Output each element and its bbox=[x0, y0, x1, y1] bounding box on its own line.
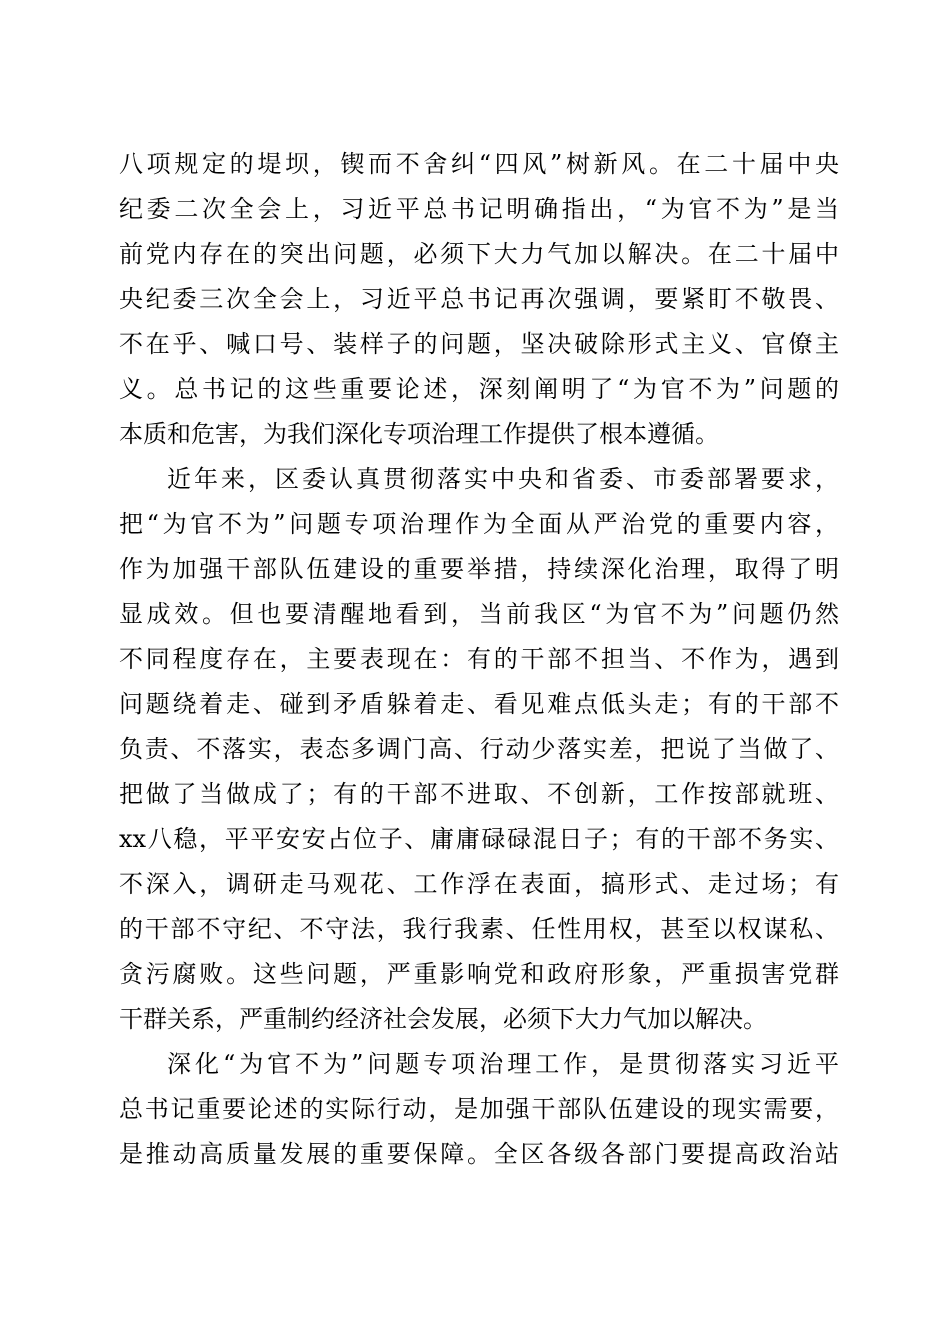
text-line: 是推动高质量发展的重要保障。全区各级各部门要提高政治站 bbox=[119, 1140, 839, 1168]
text-line: 问题绕着走、碰到矛盾躲着走、看见难点低头走；有的干部不 bbox=[119, 690, 839, 718]
paragraph-3 bbox=[119, 1042, 839, 1177]
text-line: 前党内存在的突出问题，必须下大力气加以解决。在二十届中 bbox=[119, 240, 839, 268]
text-line: 不同程度存在，主要表现在：有的干部不担当、不作为，遇到 bbox=[119, 645, 839, 673]
text-line: 不在乎、喊口号、装样子的问题，坚决破除形式主义、官僚主 bbox=[119, 330, 839, 358]
text-line: 显成效。但也要清醒地看到，当前我区“为官不为”问题仍然 bbox=[119, 600, 839, 628]
paragraph-2 bbox=[119, 457, 839, 1042]
text-line: 八项规定的堤坝，锲而不舍纠“四风”树新风。在二十届中央 bbox=[119, 150, 839, 178]
text-line: 干群关系，严重制约经济社会发展，必须下大力气加以解决。 bbox=[119, 1005, 767, 1033]
text-line: 义。总书记的这些重要论述，深刻阐明了“为官不为”问题的 bbox=[119, 375, 839, 403]
text-line: 作为加强干部队伍建设的重要举措，持续深化治理，取得了明 bbox=[119, 555, 839, 583]
paragraph-1 bbox=[119, 142, 839, 457]
text-line: 贪污腐败。这些问题，严重影响党和政府形象，严重损害党群 bbox=[119, 960, 839, 988]
document-body bbox=[119, 142, 839, 1177]
text-line: 不深入，调研走马观花、工作浮在表面，搞形式、走过场；有 bbox=[119, 870, 839, 898]
text-line: 把“为官不为”问题专项治理作为全面从严治党的重要内容， bbox=[119, 510, 839, 538]
text-line: 央纪委三次全会上，习近平总书记再次强调，要紧盯不敬畏、 bbox=[119, 285, 839, 313]
text-line: xx八稳，平平安安占位子、庸庸碌碌混日子；有的干部不务实、 bbox=[119, 825, 839, 853]
text-line: 总书记重要论述的实际行动，是加强干部队伍建设的现实需要， bbox=[119, 1095, 839, 1123]
text-line: 纪委二次全会上，习近平总书记明确指出，“为官不为”是当 bbox=[119, 195, 839, 223]
text-line: 的干部不守纪、不守法，我行我素、任性用权，甚至以权谋私、 bbox=[119, 915, 839, 943]
text-line: 把做了当做成了；有的干部不进取、不创新，工作按部就班、 bbox=[119, 780, 839, 808]
text-line: 近年来，区委认真贯彻落实中央和省委、市委部署要求， bbox=[167, 465, 839, 493]
text-line: 深化“为官不为”问题专项治理工作，是贯彻落实习近平 bbox=[167, 1050, 839, 1078]
text-line: 负责、不落实，表态多调门高、行动少落实差，把说了当做了、 bbox=[119, 735, 839, 763]
text-line: 本质和危害，为我们深化专项治理工作提供了根本遵循。 bbox=[119, 420, 719, 448]
